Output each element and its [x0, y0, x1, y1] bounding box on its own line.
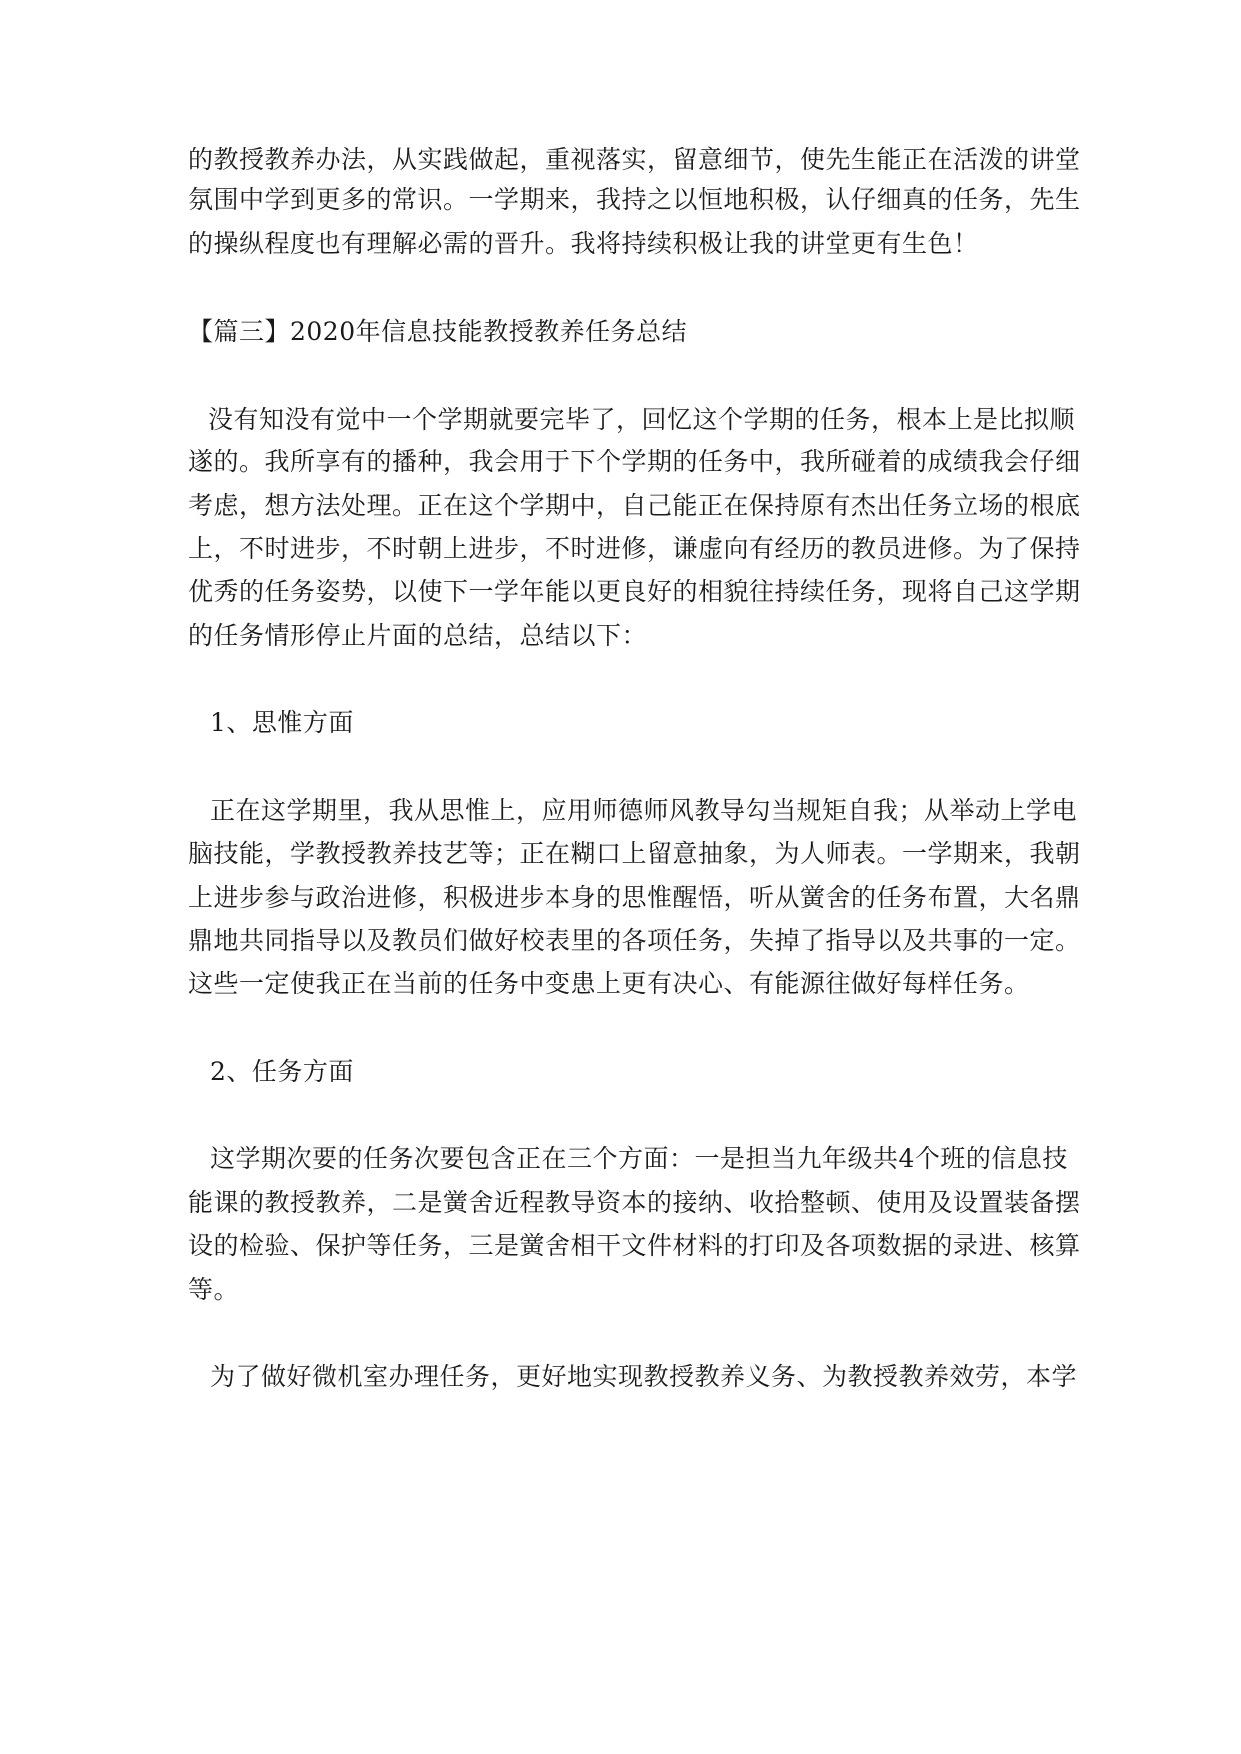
paragraph-line: 设的检验、保护等任务，三是黉舍相干文件材料的打印及各项数据的录进、核算 [188, 1231, 1081, 1260]
paragraph-line: 为了做好微机室办理任务，更好地实现教授教养义务、为教授教养效劳，本学 [210, 1362, 1078, 1391]
paragraph-line: 这学期次要的任务次要包含正在三个方面：一是担当九年级共4个班的信息技 [210, 1144, 1068, 1173]
paragraph-line: 脑技能，学教授教养技艺等；正在糊口上留意抽象，为人师表。一学期来，我朝 [188, 839, 1081, 868]
section-heading: 【篇三】2020年信息技能教授教养任务总结 [188, 317, 688, 346]
paragraph-line: 考虑，想方法处理。正在这个学期中，自己能正在保持原有杰出任务立场的根底 [188, 491, 1081, 520]
paragraph-line: 等。 [188, 1275, 240, 1304]
paragraph-line: 遂的。我所享有的播种，我会用于下个学期的任务中，我所碰着的成绩我会仔细 [188, 447, 1081, 476]
paragraph-line: 这些一定使我正在当前的任务中变患上更有决心、有能源往做好每样任务。 [188, 969, 1030, 998]
paragraph-line: 的操纵程度也有理解必需的晋升。我将持续积极让我的讲堂更有生色！ [188, 229, 979, 258]
paragraph-line: 上，不时进步，不时朝上进步，不时进修，谦虚向有经历的教员进修。为了保持 [188, 534, 1081, 563]
paragraph-line: 没有知没有觉中一个学期就要完毕了，回忆这个学期的任务，根本上是比拟顺 [208, 405, 1076, 434]
paragraph-line: 上进步参与政治进修，积极进步本身的思惟醒悟，听从黉舍的任务布置，大名鼎 [188, 883, 1081, 912]
paragraph-line: 的任务情形停止片面的总结，总结以下： [188, 621, 648, 650]
paragraph-line: 鼎地共同指导以及教员们做好校表里的各项任务，失掉了指导以及共事的一定。 [188, 926, 1081, 955]
subsection-heading: 1、思惟方面 [210, 708, 354, 737]
subsection-heading: 2、任务方面 [210, 1057, 354, 1086]
paragraph-line: 正在这学期里，我从思惟上，应用师德师风教导勾当规矩自我；从举动上学电 [210, 796, 1078, 825]
paragraph-line: 氛围中学到更多的常识。一学期来，我持之以恒地积极，认仔细真的任务，先生 [188, 185, 1081, 214]
paragraph-line: 能课的教授教养，二是黉舍近程教导资本的接纳、收拾整顿、使用及设置装备摆 [188, 1188, 1081, 1217]
paragraph-line: 的教授教养办法，从实践做起，重视落实，留意细节，使先生能正在活泼的讲堂 [188, 145, 1081, 174]
paragraph-line: 优秀的任务姿势，以使下一学年能以更良好的相貌往持续任务，现将自己这学期 [188, 577, 1081, 606]
